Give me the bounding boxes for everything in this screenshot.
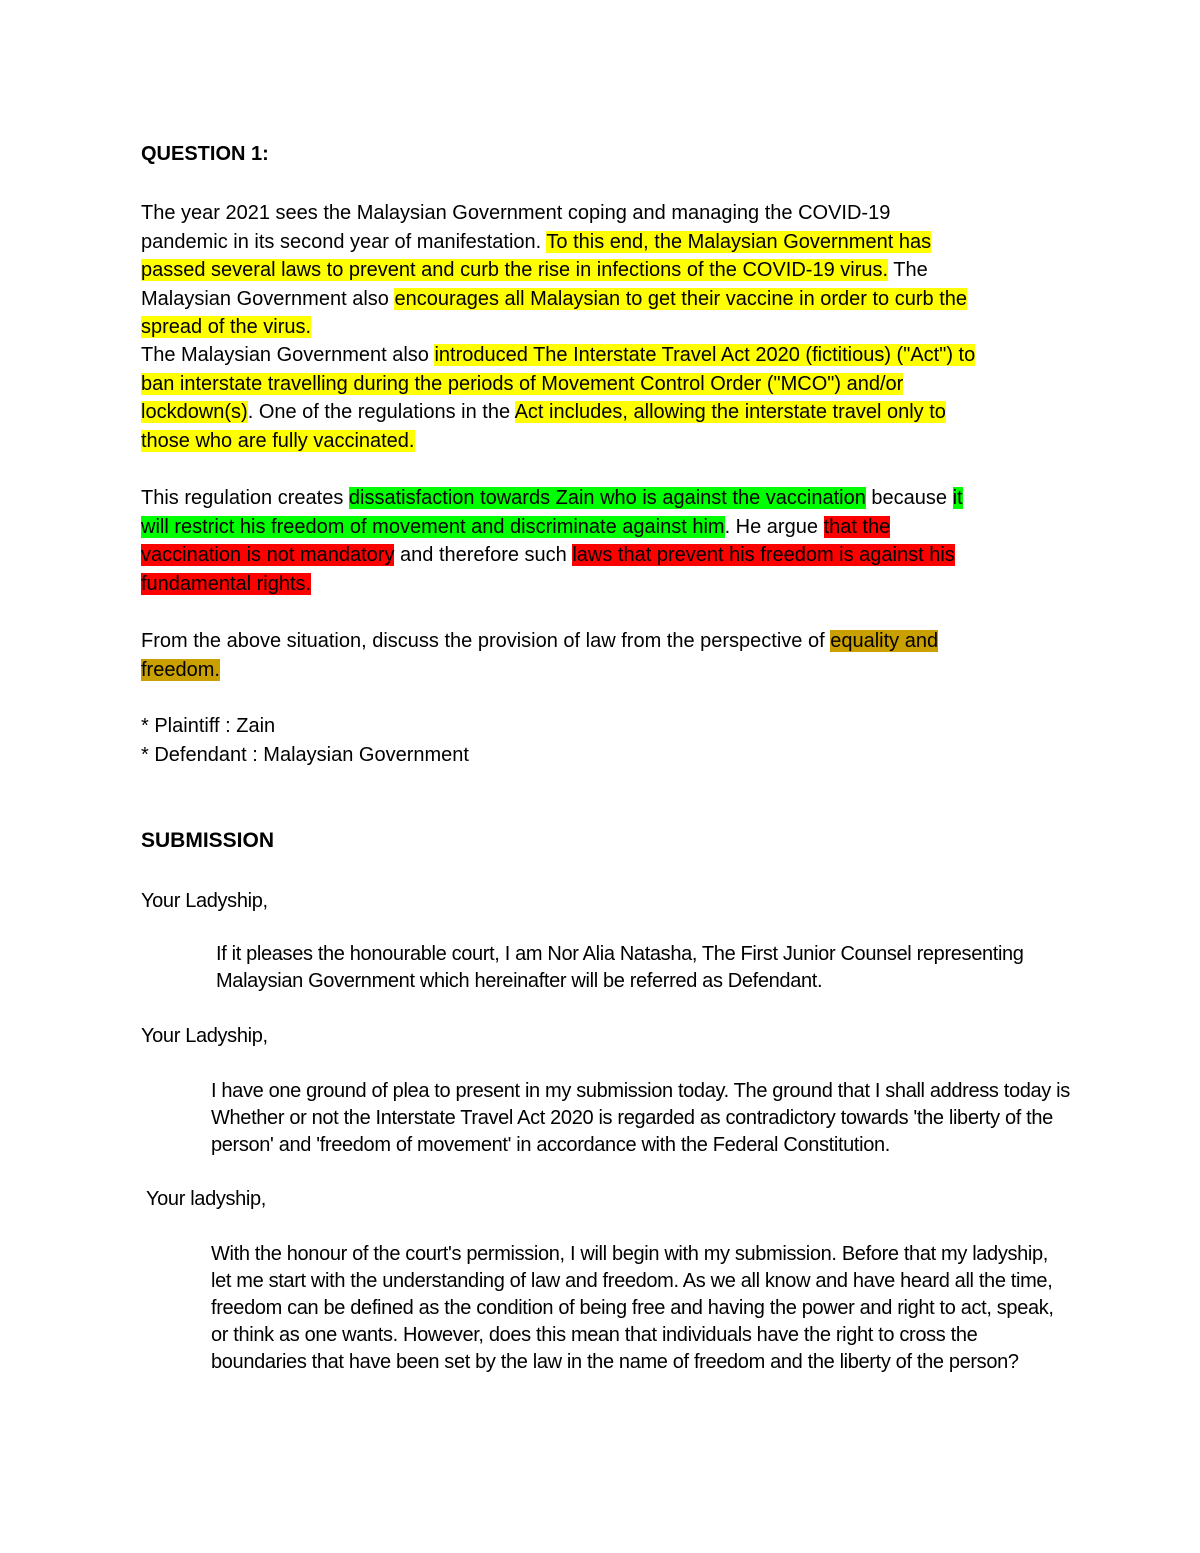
salutation-text: Your Ladyship, [141,1025,268,1047]
highlight-yellow: encourages all Malaysian to get their vaccine in order to curb the spread of the virus. [141,287,967,339]
highlight-yellow: Act includes, allowing the interstate travel only to those who are fully vaccinated. [141,401,946,452]
salutation-3 [141,1186,1071,1213]
text-run: . One of the regulations in the [247,401,515,424]
submission-paragraph-3 [141,1241,1071,1376]
highlight-green: it will restrict his freedom of movement and discriminate against him [141,487,963,538]
text-run: From the above situation, discuss the provision of law from the perspective of [141,630,831,652]
paragraph-text: If it pleases the honourable court, I am Nor Alia Natasha, The First Junior Counsel representing Malaysian Government which hereinafter will be referred as Defendant. [216,943,1024,992]
salutation-text: Your Ladyship, [141,890,268,912]
parties-list [141,712,981,769]
question-paragraph-1 [141,199,981,342]
text-run: The year 2021 sees the Malaysian Government coping and managing the COVID-19 pandemic in its second year of manifestation. [141,202,891,253]
question-paragraph-2 [141,341,981,455]
text-run: because [865,487,953,509]
plaintiff-line: * Plaintiff : Zain [141,715,276,737]
text-run: and therefore such [394,544,573,567]
paragraph-text: With the honour of the court's permission, I will begin with my submission. Before that my ladyship, let me start with the understanding of law and freedom. As we all know and have heard all the time, freedom can be defined as the condition of being free and having the power and right to act, speak, or think as one wants. However, does this mean that individuals have the right to cross the boundaries that have been set by the law in the name of freedom and the liberty of the person? [211,1243,1054,1373]
question-paragraph-4 [141,627,981,684]
salutation-1 [141,888,1071,915]
text-run: The Malaysian Government also [141,344,435,366]
highlight-gold: equality and freedom. [141,630,939,681]
defendant-line: * Defendant : Malaysian Government [141,743,469,766]
highlight-yellow: To this end, the Malaysian Government has passed several laws to prevent and curb the rise in infections of the COVID-19 virus. [141,230,932,282]
question-paragraph-3 [141,484,981,598]
text-run: The Malaysian Government also [141,259,928,310]
paragraph-text: I have one ground of plea to present in my submission today. The ground that I shall address today is Whether or not the Interstate Travel Act 2020 is regarded as contradictory towards 'the liberty of the person' and 'freedom of movement' in accordance with the Federal Constitution. [211,1080,1070,1156]
highlight-red: that the vaccination is not mandatory [141,515,891,567]
highlight-yellow: introduced The Interstate Travel Act 2020 (fictitious) ("Act") to ban interstate travelling during the periods of Movement Control Order ("MCO") and/or lockdown(s) [141,344,976,424]
salutation-2 [141,1023,1071,1050]
submission-paragraph-2 [141,1078,1071,1159]
highlight-red: laws that prevent his freedom is against his fundamental rights. [141,544,955,595]
text-run: This regulation creates [141,487,349,509]
submission-paragraph-1 [141,941,1071,995]
highlight-green: dissatisfaction towards Zain who is against the vaccination [348,487,866,509]
salutation-text: Your ladyship, [146,1188,267,1210]
submission-heading: SUBMISSION [141,829,275,852]
text-run: . He argue [724,515,824,538]
question-heading: QUESTION 1: [141,143,269,165]
